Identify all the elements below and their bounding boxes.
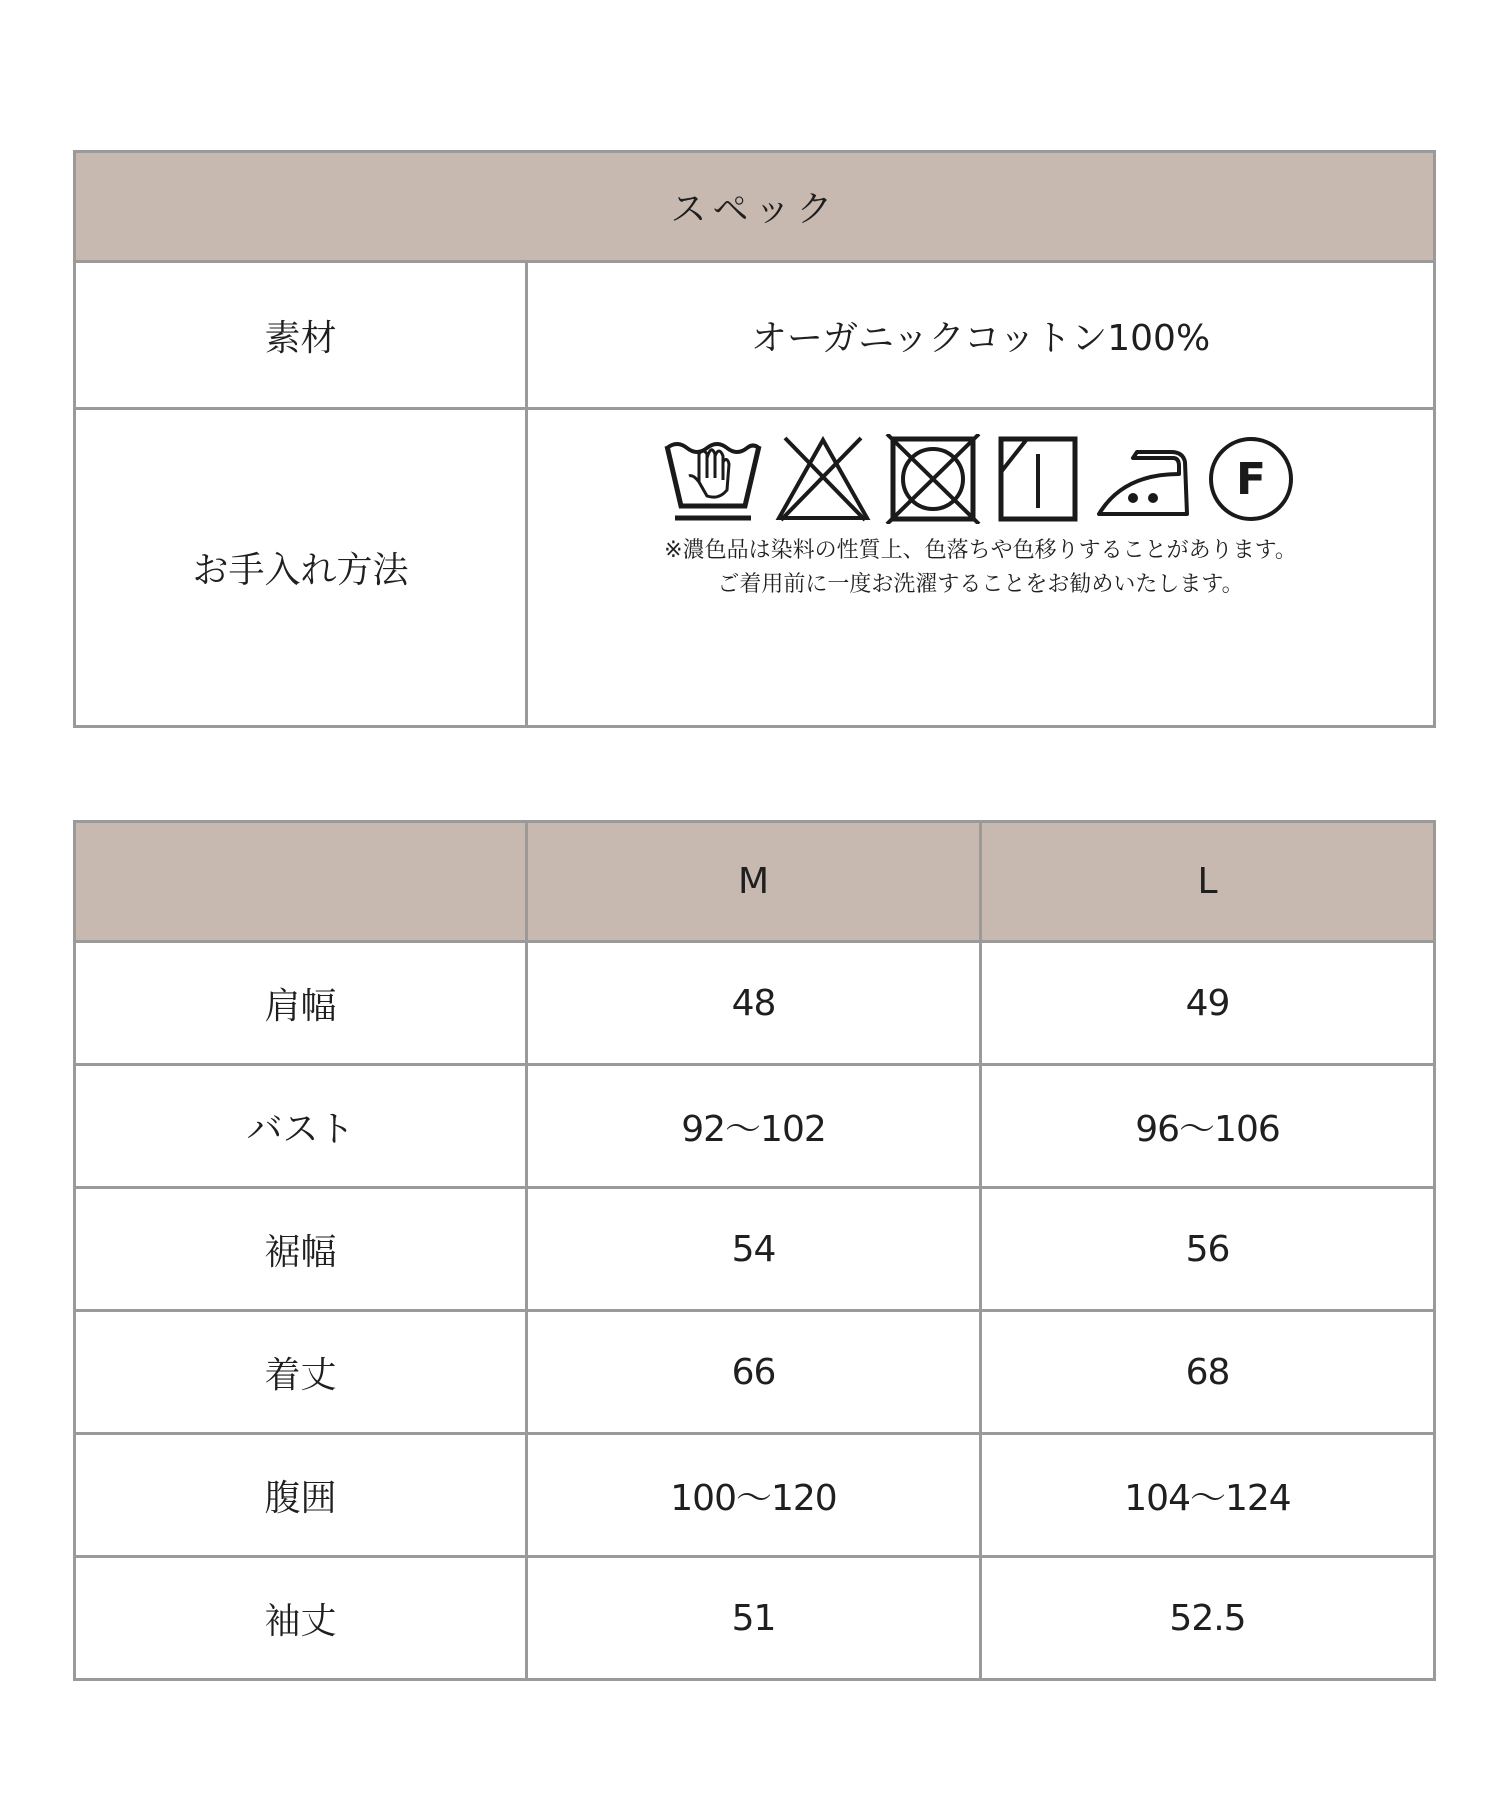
- size-m-value: 100〜120: [527, 1434, 981, 1557]
- care-row: [75, 409, 1435, 727]
- size-m-value: 54: [527, 1188, 981, 1311]
- dry-clean-f-icon: [1203, 434, 1299, 524]
- care-cell: [527, 409, 1435, 727]
- size-l-value: 104〜124: [981, 1434, 1435, 1557]
- size-m-value: 48: [527, 942, 981, 1065]
- size-row: [75, 1434, 1435, 1557]
- care-icons: [528, 434, 1433, 524]
- size-l-value: 68: [981, 1311, 1435, 1434]
- size-row: [75, 1311, 1435, 1434]
- material-row: [75, 262, 1435, 409]
- size-m-value: 51: [527, 1557, 981, 1680]
- size-table: [73, 820, 1436, 1681]
- material-label: 素材: [75, 262, 527, 409]
- size-row-label: 肩幅: [75, 942, 527, 1065]
- size-header-m: M: [527, 822, 981, 942]
- size-row: [75, 1065, 1435, 1188]
- size-l-value: 52.5: [981, 1557, 1435, 1680]
- care-note-line2: ご着用前に一度お洗濯することをお勧めいたします。: [717, 572, 1244, 597]
- size-row-label: 腹囲: [75, 1434, 527, 1557]
- no-tumble-dry-icon: [883, 434, 983, 524]
- hand-wash-icon: [663, 434, 763, 524]
- care-note-line1: ※濃色品は染料の性質上、色落ちや色移りすることがあります。: [664, 538, 1297, 563]
- spec-header-row: [75, 152, 1435, 262]
- size-row: [75, 942, 1435, 1065]
- size-header-row: [75, 822, 1435, 942]
- care-note: [528, 534, 1433, 602]
- spec-header: スペック: [75, 152, 1435, 262]
- size-row-label: バスト: [75, 1065, 527, 1188]
- size-row: [75, 1557, 1435, 1680]
- iron-medium-icon: [1093, 434, 1193, 524]
- size-m-value: 66: [527, 1311, 981, 1434]
- dry-clean-f-letter: F: [1235, 454, 1266, 505]
- size-m-value: 92〜102: [527, 1065, 981, 1188]
- drip-dry-shade-icon: [993, 434, 1083, 524]
- care-label: お手入れ方法: [75, 409, 527, 727]
- size-l-value: 56: [981, 1188, 1435, 1311]
- size-header-l: L: [981, 822, 1435, 942]
- size-l-value: 49: [981, 942, 1435, 1065]
- size-row-label: 袖丈: [75, 1557, 527, 1680]
- no-bleach-icon: [773, 434, 873, 524]
- size-row-label: 着丈: [75, 1311, 527, 1434]
- size-l-value: 96〜106: [981, 1065, 1435, 1188]
- size-header-blank: [75, 822, 527, 942]
- size-row: [75, 1188, 1435, 1311]
- size-row-label: 裾幅: [75, 1188, 527, 1311]
- material-value: オーガニックコットン100%: [527, 262, 1435, 409]
- spec-table: [73, 150, 1436, 728]
